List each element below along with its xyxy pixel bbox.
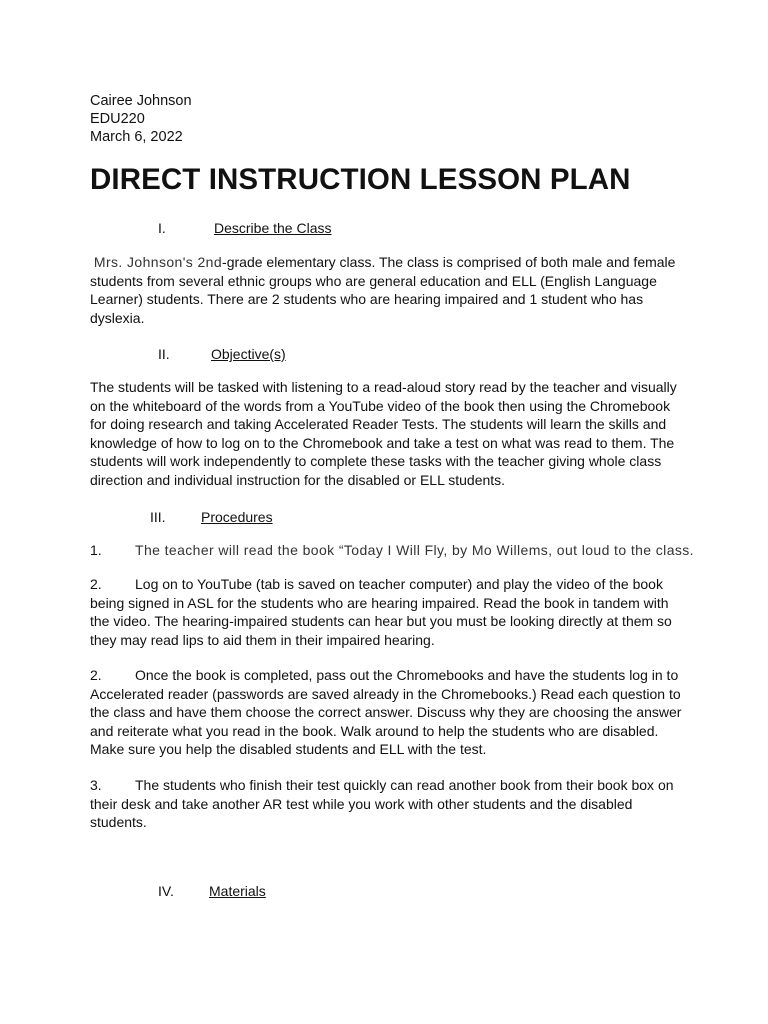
procedure-step-3 [90, 776, 690, 832]
paragraph-line: students from several ethnic groups who are general education and ELL (English Language [90, 272, 657, 289]
author-name: Cairee Johnson [90, 93, 192, 109]
paragraph-line: 3. The students who finish their test quickly can read another book from their book box on [90, 777, 674, 793]
paragraph-line: 2. Once the book is completed, pass out the Chromebooks and have the students log in to [90, 667, 679, 683]
paragraph-line: the video. The hearing-impaired students can hear but you must be looking directly at them so [90, 613, 672, 630]
paragraph-line: on the whiteboard of the words from a YouTube video of the book then using the Chromebook [90, 397, 671, 414]
section-heading-describe-class: Describe the Class [214, 220, 332, 236]
paragraph-line: dyslexia. [90, 309, 145, 326]
paragraph-line: being signed in ASL for the students who are hearing impaired. Read the book in tandem with [90, 594, 669, 611]
paragraph-line: Make sure you help the disabled students and ELL with the test. [90, 741, 487, 758]
paragraph-line: they may read lips to aid them in their impaired hearing. [90, 631, 435, 648]
paragraph-line: knowledge of how to log on to the Chromebook and take a test on what was read to them. The [90, 434, 675, 451]
paragraph-line: their desk and take another AR test while you work with other students and the disabled [90, 795, 633, 812]
section-heading-procedures: Procedures [201, 509, 273, 525]
paragraph-line: Mrs. Johnson's 2nd-grade elementary class. The class is comprised of both male and female [93, 254, 676, 270]
paragraph-line: direction and individual instruction for the disabled or ELL students. [90, 471, 506, 488]
paragraph-line: Accelerated reader (passwords are saved already in the Chromebooks.) Read each question to [90, 685, 681, 702]
paragraph-line: 1. The teacher will read the book “Today I Will Fly, by Mo Willems, out loud to the class. [90, 542, 694, 558]
paragraph-line: Learner) students. There are 2 students who are hearing impaired and 1 student who has [90, 291, 644, 308]
objectives-paragraph [90, 378, 690, 490]
section-number: II. [158, 346, 170, 362]
step-number: 1. [90, 542, 102, 558]
step-number: 3. [90, 777, 102, 793]
paragraph-line: 2. Log on to YouTube (tab is saved on teacher computer) and play the video of the book [90, 576, 663, 592]
section-number: I. [158, 220, 166, 236]
section-heading-materials: Materials [209, 883, 266, 899]
paragraph-line: students. [90, 814, 147, 831]
section-number: III. [150, 509, 166, 525]
course-code: EDU220 [90, 111, 145, 127]
step-number: 2. [90, 576, 102, 592]
class-description-paragraph [90, 253, 690, 327]
paragraph-line: students will work independently to complete these tasks with the teacher giving whole class [90, 453, 662, 470]
procedure-step-1 [90, 541, 694, 560]
paragraph-line: and reiterate what you read in the book. Walk around to help the students who are disabled. [90, 722, 659, 739]
section-heading-objectives: Objective(s) [211, 346, 286, 362]
step-number: 2. [90, 667, 102, 683]
document-date: March 6, 2022 [90, 129, 183, 145]
section-number: IV. [158, 883, 174, 899]
procedure-step-2 [90, 575, 690, 649]
document-title: DIRECT INSTRUCTION LESSON PLAN [90, 163, 631, 196]
paragraph-line: for doing research and taking Accelerated Reader Tests. The students will learn the skills and [90, 416, 667, 433]
procedure-step-2b [90, 666, 690, 759]
paragraph-line: the class and have them choose the correct answer. Discuss why they are choosing the answer [90, 704, 682, 721]
paragraph-line: The students will be tasked with listening to a read-aloud story read by the teacher and visually [90, 379, 677, 395]
